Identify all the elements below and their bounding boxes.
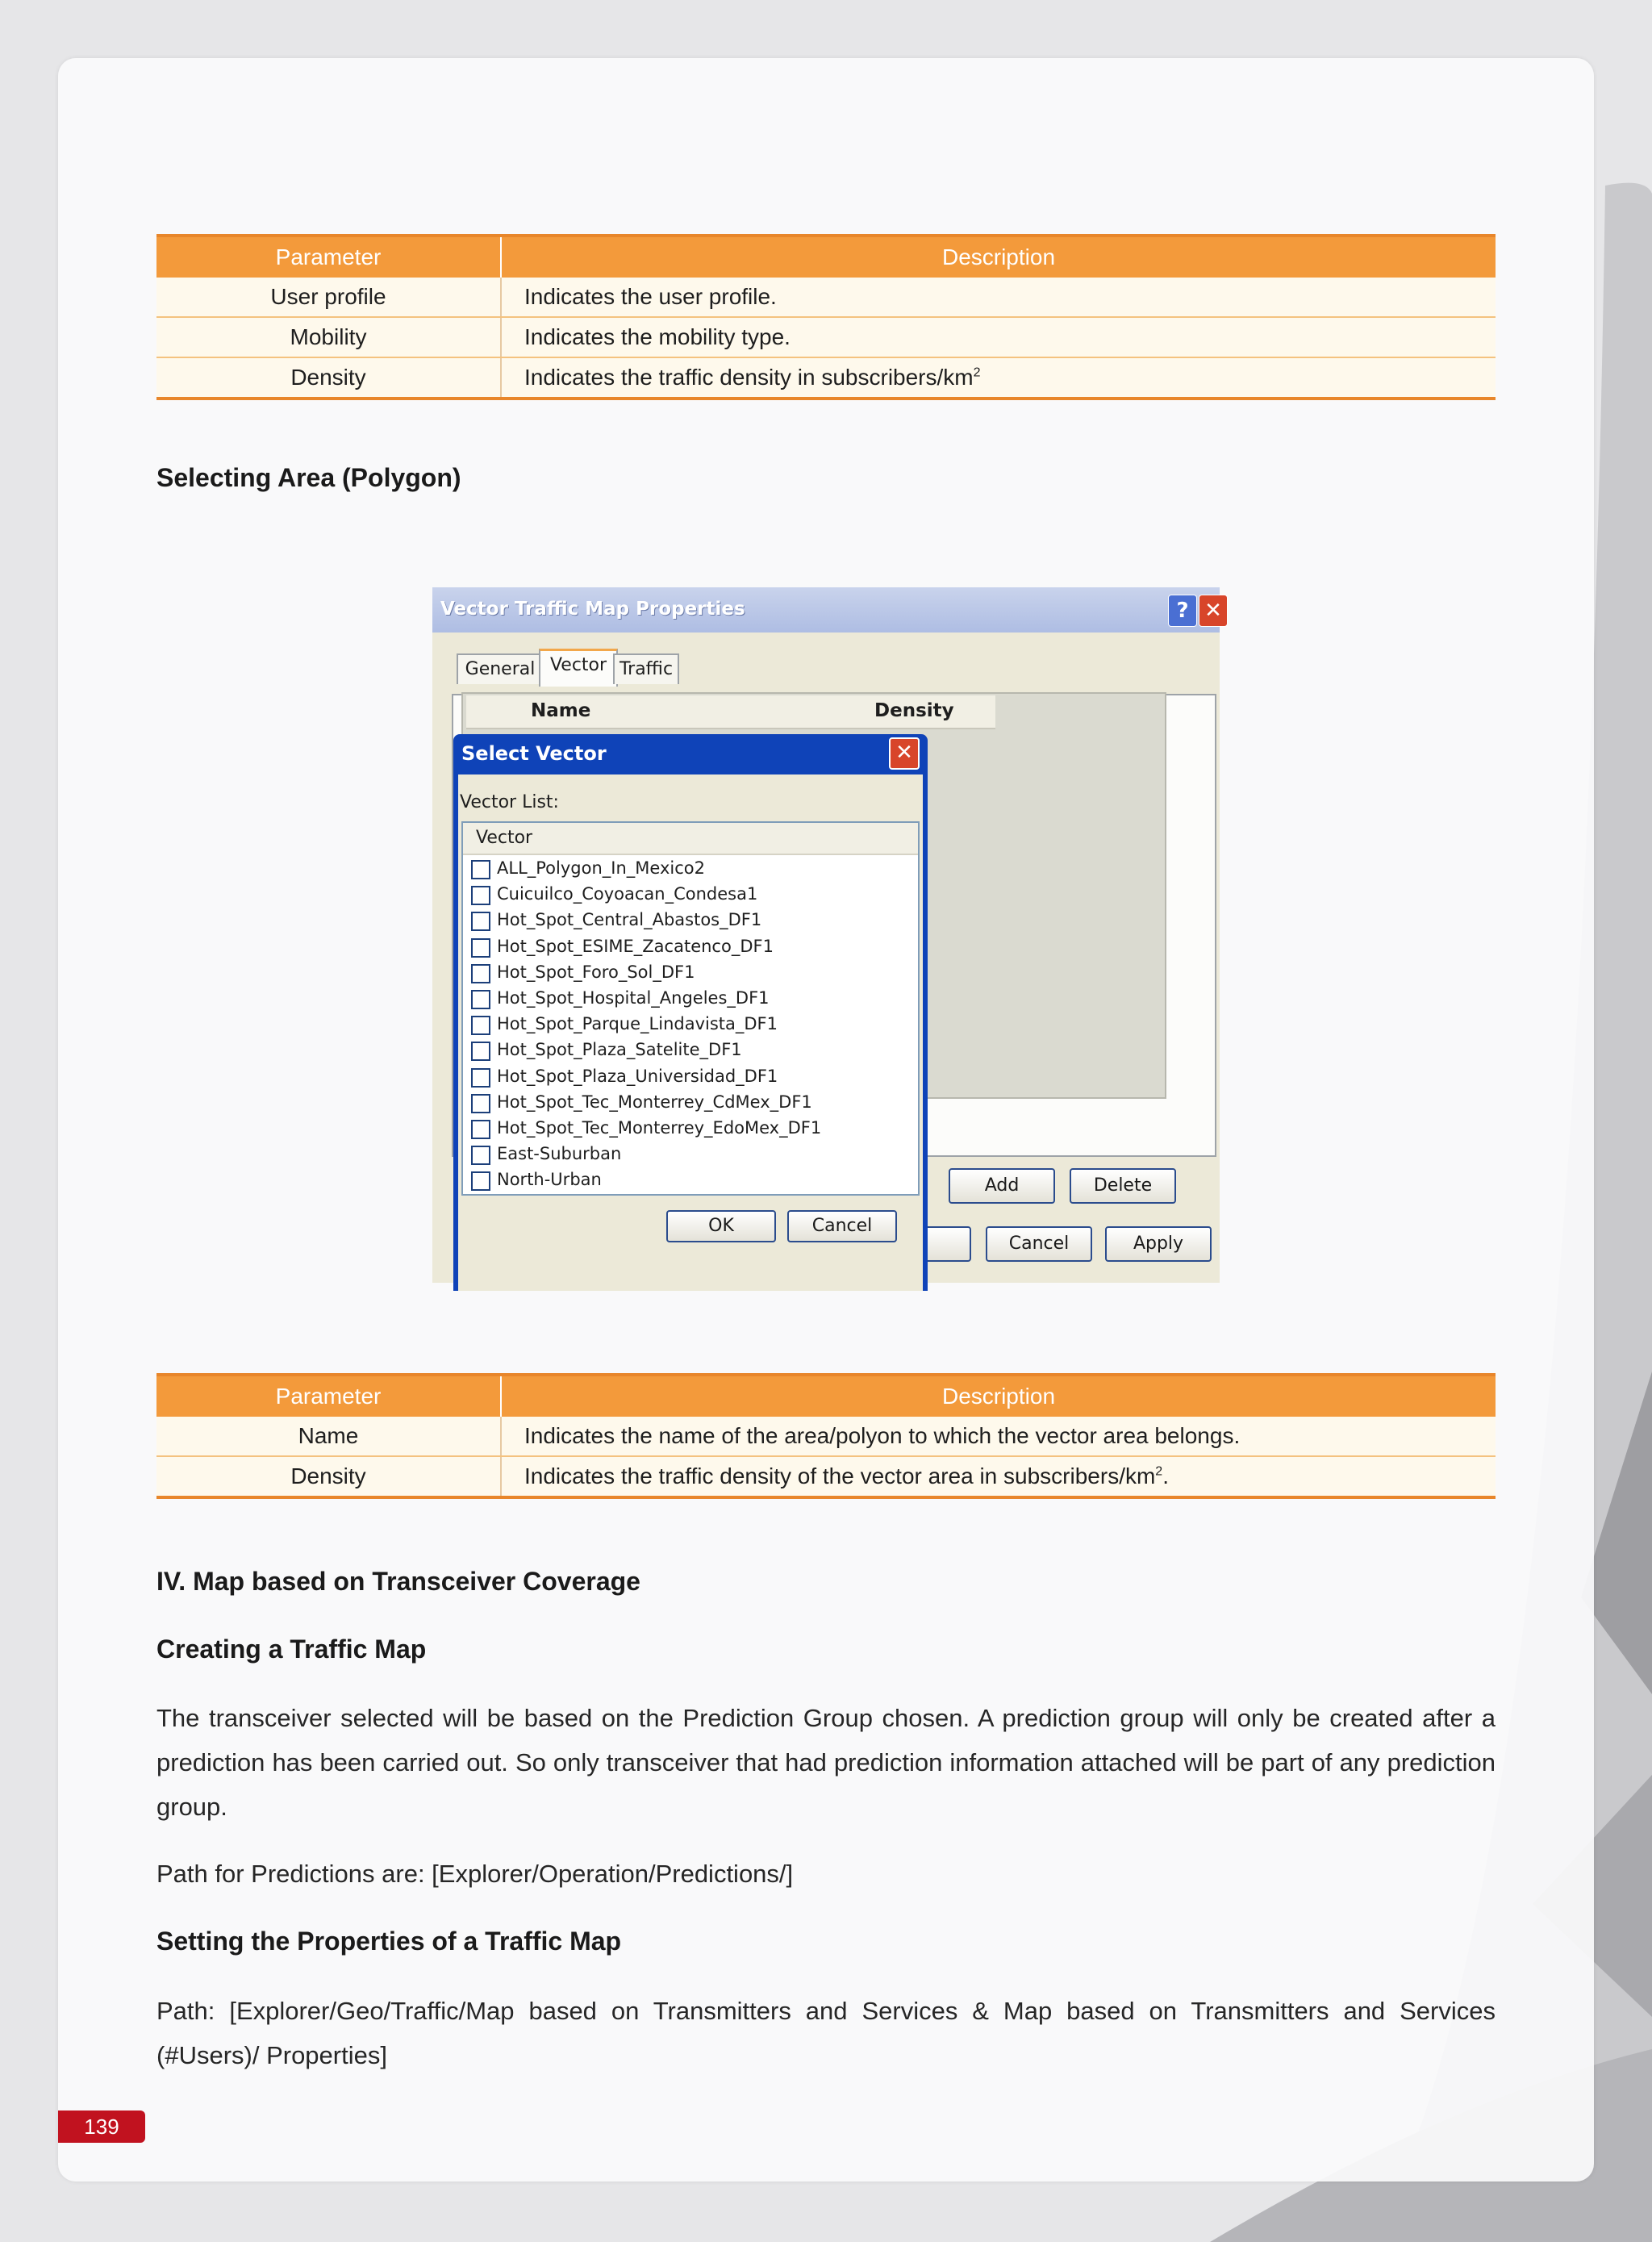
table-row <box>156 357 1496 399</box>
desc-tail: . <box>1162 1463 1169 1488</box>
item-label: Hot_Spot_Foro_Sol_DF1 <box>497 962 695 982</box>
table-row <box>156 317 1496 357</box>
section-heading-creating: Creating a Traffic Map <box>156 1635 427 1664</box>
vector-traffic-map-properties-screenshot <box>432 587 1220 1283</box>
checkbox[interactable] <box>471 1171 490 1191</box>
checkbox[interactable] <box>471 886 490 905</box>
checkbox[interactable] <box>471 1068 490 1088</box>
checkbox[interactable] <box>471 1016 490 1035</box>
add-button[interactable]: Add <box>949 1168 1055 1204</box>
section-heading-iv: IV. Map based on Transceiver Coverage <box>156 1567 640 1596</box>
checkbox[interactable] <box>471 912 490 931</box>
desc-cell <box>501 317 1496 357</box>
close-icon[interactable]: ✕ <box>889 737 920 770</box>
list-item[interactable] <box>463 933 918 959</box>
tab-traffic[interactable]: Traffic <box>613 653 679 684</box>
window-title: Vector Traffic Map Properties <box>440 599 745 620</box>
checkbox[interactable] <box>471 860 490 879</box>
dialog-ok-button[interactable]: OK <box>666 1210 776 1242</box>
list-item[interactable] <box>463 1063 918 1089</box>
list-item[interactable] <box>463 1115 918 1141</box>
desc-cell <box>501 1417 1496 1456</box>
checkbox[interactable] <box>471 1120 490 1139</box>
page-number-badge <box>58 2110 145 2143</box>
table-header-parameter: Parameter <box>156 1375 501 1417</box>
vector-list-header[interactable]: Vector <box>463 823 918 855</box>
param-cell: User profile <box>156 278 501 317</box>
dialog-cancel-button[interactable]: Cancel <box>787 1210 897 1242</box>
column-name[interactable]: Name <box>531 700 591 721</box>
param-cell: Name <box>156 1417 501 1456</box>
close-icon[interactable]: ✕ <box>1199 595 1228 627</box>
desc-cell <box>501 278 1496 317</box>
item-label: ALL_Polygon_In_Mexico2 <box>497 858 705 878</box>
table-row <box>156 278 1496 317</box>
paragraph-path-predictions: Path for Predictions are: [Explorer/Operation/Predictions/] <box>156 1860 794 1888</box>
item-label: Hot_Spot_ESIME_Zacatenco_DF1 <box>497 936 774 956</box>
window-titlebar <box>432 587 1220 633</box>
cancel-button[interactable]: Cancel <box>986 1226 1092 1262</box>
table-row <box>156 1417 1496 1456</box>
item-label: East-Suburban <box>497 1144 622 1164</box>
superscript: 2 <box>973 365 981 380</box>
checkbox[interactable] <box>471 1146 490 1165</box>
column-density[interactable]: Density <box>874 700 954 721</box>
table-header-description: Description <box>501 1375 1496 1417</box>
page-number: 139 <box>84 2115 119 2139</box>
list-item[interactable] <box>463 959 918 985</box>
item-label: Hot_Spot_Plaza_Satelite_DF1 <box>497 1040 742 1060</box>
item-label: Hot_Spot_Hospital_Angeles_DF1 <box>497 987 770 1008</box>
help-icon[interactable]: ? <box>1168 595 1197 627</box>
table-header-parameter: Parameter <box>156 236 501 278</box>
list-item[interactable] <box>463 907 918 933</box>
list-item[interactable] <box>463 985 918 1011</box>
checkbox[interactable] <box>471 1042 490 1061</box>
table-header-description: Description <box>501 236 1496 278</box>
section-heading: Selecting Area (Polygon) <box>156 463 461 492</box>
vector-grid-header <box>466 695 995 729</box>
desc-cell <box>501 357 1496 399</box>
paragraph-transceiver: The transceiver selected will be based on the Prediction Group chosen. A prediction group will only be created after a prediction has been carried out. So only transceiver that had prediction information attached will be part of any prediction group. <box>156 1704 1496 1821</box>
list-item[interactable] <box>463 1167 918 1192</box>
list-item[interactable] <box>463 855 918 881</box>
item-label: Hot_Spot_Parque_Lindavista_DF1 <box>497 1014 778 1034</box>
checkbox[interactable] <box>471 990 490 1009</box>
select-vector-dialog <box>453 734 928 1291</box>
desc-text: Indicates the mobility type. <box>524 324 791 349</box>
paragraph-path-properties: Path: [Explorer/Geo/Traffic/Map based on Transmitters and Services & Map based on Transmitters and Services (#Users)/ Properties] <box>156 1997 1496 2069</box>
parameter-table-2 <box>156 1373 1496 1499</box>
param-cell: Density <box>156 357 501 399</box>
item-label: Hot_Spot_Tec_Monterrey_EdoMex_DF1 <box>497 1117 822 1138</box>
dialog-title: Select Vector <box>461 742 607 765</box>
apply-button[interactable]: Apply <box>1105 1226 1212 1262</box>
table-row <box>156 1456 1496 1497</box>
list-item[interactable] <box>463 1037 918 1063</box>
list-item[interactable] <box>463 1089 918 1115</box>
list-item[interactable] <box>463 1011 918 1037</box>
desc-text: Indicates the name of the area/polyon to which the vector area belongs. <box>524 1423 1241 1448</box>
item-label: Hot_Spot_Tec_Monterrey_CdMex_DF1 <box>497 1092 812 1112</box>
param-cell: Density <box>156 1456 501 1497</box>
checkbox[interactable] <box>471 1094 490 1113</box>
vector-list-label: Vector List: <box>460 792 559 812</box>
desc-text: Indicates the traffic density in subscribers/km <box>524 365 974 390</box>
section-heading-setting: Setting the Properties of a Traffic Map <box>156 1927 622 1956</box>
item-label: Cuicuilco_Coyoacan_Condesa1 <box>497 884 758 904</box>
superscript: 2 <box>1155 1464 1163 1479</box>
tab-vector[interactable]: Vector <box>539 649 618 687</box>
parameter-table-1 <box>156 234 1496 400</box>
list-item[interactable] <box>463 881 918 907</box>
desc-cell <box>501 1456 1496 1497</box>
item-label: North-Urban <box>497 1170 602 1190</box>
dialog-body <box>458 774 923 1291</box>
tab-general[interactable]: General <box>457 653 544 684</box>
checkbox[interactable] <box>471 964 490 983</box>
checkbox[interactable] <box>471 938 490 958</box>
item-label: Hot_Spot_Central_Abastos_DF1 <box>497 910 762 930</box>
delete-button[interactable]: Delete <box>1070 1168 1176 1204</box>
item-label: Hot_Spot_Plaza_Universidad_DF1 <box>497 1066 778 1086</box>
desc-text: Indicates the traffic density of the vector area in subscribers/km <box>524 1463 1156 1488</box>
vector-list <box>461 821 920 1196</box>
desc-text: Indicates the user profile. <box>524 284 777 309</box>
param-cell: Mobility <box>156 317 501 357</box>
list-item[interactable] <box>463 1141 918 1167</box>
